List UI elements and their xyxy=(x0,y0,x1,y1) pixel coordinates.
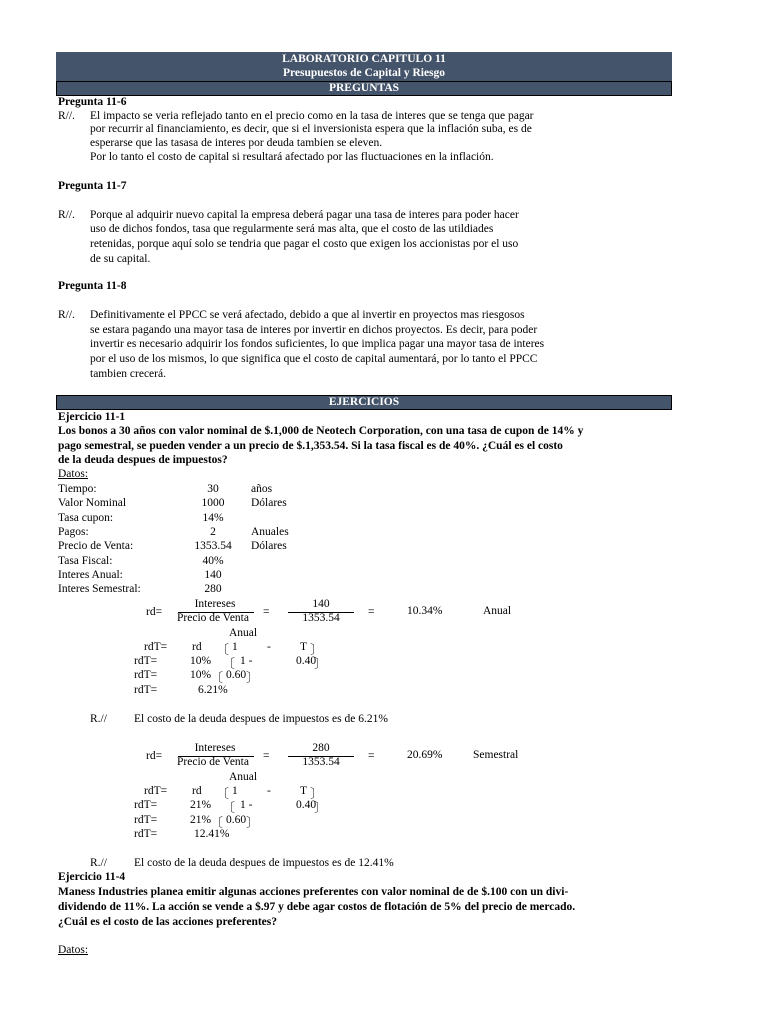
answer-prefix: R//. xyxy=(58,110,75,122)
answer-prefix: R//. xyxy=(58,309,75,321)
rdt-label: rdT= xyxy=(134,669,158,681)
pregunta-title: Pregunta 11-8 xyxy=(58,280,127,292)
rdt-term: 1 - xyxy=(240,799,253,811)
dato-value: 280 xyxy=(204,583,222,595)
rdt-label: rdT= xyxy=(134,684,158,696)
left-bracket: 〔 xyxy=(216,786,230,801)
rdt-term: 21% xyxy=(190,799,212,811)
dato-label: Valor Nominal xyxy=(58,497,127,509)
rdt-label: rdT= xyxy=(134,799,158,811)
right-bracket: 〕 xyxy=(310,642,324,657)
answer-line: Porque al adquirir nuevo capital la empresa deberá pagar una tasa de interes para poder hacer xyxy=(90,209,519,221)
rdt-label: rdT= xyxy=(134,655,158,667)
fraction-denominator: Precio de Venta xyxy=(177,756,249,768)
right-bracket: 〕 xyxy=(246,815,260,830)
right-bracket: 〕 xyxy=(314,800,328,815)
document-subtitle: Presupuestos de Capital y Riesgo xyxy=(282,67,446,79)
equals-sign: = xyxy=(263,750,270,762)
answer-line: uso de dichos fondos, tasa que regularmente será mas alta, que el costo de las utildiades xyxy=(90,223,494,235)
period-sublabel: Anual xyxy=(229,771,258,783)
datos-label: Datos: xyxy=(58,468,89,480)
answer-line: invertir es necesario adquirir los fondos suficientes, lo que implica pagar una mayor tasa de interes xyxy=(90,338,545,350)
ejercicio-statement-line: de la deuda despues de impuestos? xyxy=(58,454,228,466)
ejercicio-statement-line: Los bonos a 30 años con valor nominal de $.1,000 de Neotech Corporation, con una tasa de cupon de 14% y xyxy=(58,425,584,437)
right-bracket: 〕 xyxy=(314,656,328,671)
section-header-ejercicios: EJERCICIOS xyxy=(56,395,672,410)
rdt-label: rdT= xyxy=(134,814,158,826)
dato-value: 40% xyxy=(202,555,224,567)
datos-label: Datos: xyxy=(58,944,89,956)
answer-line: Por lo tanto el costo de capital si resultará afectado por las fluctuaciones en la inflación. xyxy=(90,151,494,163)
answer-line: se estara pagando una mayor tasa de interes por invertir en dichos proyectos. Es decir, para poder xyxy=(90,324,538,336)
ejercicio-statement-line: dividendo de 11%. La acción se vende a $.97 y debe agar costos de flotación de 5% del precio de mercado. xyxy=(58,901,576,913)
equals-sign: = xyxy=(263,606,270,618)
rdt-term: 1 xyxy=(232,641,238,653)
rdt-label: rdT= xyxy=(144,785,168,797)
answer-line: retenidas, porque aquí solo se tendria que pagar el costo que exigen los accionistas por el uso xyxy=(90,238,519,250)
rd-label: rd= xyxy=(146,606,163,618)
answer-prefix: R.// xyxy=(90,713,107,725)
dato-label: Pagos: xyxy=(58,526,89,538)
dato-value: 1000 xyxy=(201,497,225,509)
rdt-result: 12.41% xyxy=(194,828,230,840)
ejercicio-statement-line: ¿Cuál es el costo de las acciones preferentes? xyxy=(58,916,277,928)
answer-prefix: R.// xyxy=(90,857,107,869)
rdt-term: 1 xyxy=(232,785,238,797)
left-bracket: 〔 xyxy=(222,656,236,671)
right-bracket: 〕 xyxy=(246,670,260,685)
rdt-term: 0.40 xyxy=(296,799,317,811)
equals-sign: = xyxy=(368,606,375,618)
fraction-denominator: 1353.54 xyxy=(302,612,340,624)
rdt-term: 0.40 xyxy=(296,655,317,667)
rdt-term: T xyxy=(300,641,308,653)
fraction-denominator: Precio de Venta xyxy=(177,612,249,624)
left-bracket: 〔 xyxy=(210,670,224,685)
dato-value: 30 xyxy=(207,483,219,495)
answer-line: tambien crecerá. xyxy=(90,368,166,380)
rdt-result: 6.21% xyxy=(198,684,228,696)
period-sublabel: Anual xyxy=(229,627,258,639)
rd-result: 20.69% xyxy=(407,749,443,761)
rd-label: rd= xyxy=(146,750,163,762)
rdt-term: 10% xyxy=(190,655,212,667)
left-bracket: 〔 xyxy=(216,642,230,657)
answer-line: Definitivamente el PPCC se verá afectado, debido a que al invertir en proyectos mas riesgosos xyxy=(90,309,525,321)
dato-value: 2 xyxy=(210,526,216,538)
rdt-term: T xyxy=(300,785,308,797)
answer-line: de su capital. xyxy=(90,253,151,265)
answer-prefix: R//. xyxy=(58,209,75,221)
dato-label: Tasa cupon: xyxy=(58,512,114,524)
dato-unit: Dólares xyxy=(251,540,287,552)
dato-label: Interes Anual: xyxy=(58,569,123,581)
fraction-numerator: Intereses xyxy=(194,598,236,610)
dato-label: Tiempo: xyxy=(58,483,97,495)
ejercicio-statement-line: Maness Industries planea emitir algunas acciones preferentes con valor nominal de de $.100 con un divi- xyxy=(58,886,569,898)
dato-value: 14% xyxy=(202,512,224,524)
left-bracket: 〔 xyxy=(210,815,224,830)
ejercicio-title: Ejercicio 11-4 xyxy=(58,871,126,883)
ejercicio-title: Ejercicio 11-1 xyxy=(58,411,126,423)
fraction-numerator: 280 xyxy=(312,742,330,754)
document-title: LABORATORIO CAPITULO 11 xyxy=(282,53,446,65)
dato-value: 1353.54 xyxy=(194,540,232,552)
fraction-numerator: 140 xyxy=(312,598,330,610)
rdt-term: - xyxy=(267,785,271,797)
rd-result: 10.34% xyxy=(407,605,443,617)
answer-text: El costo de la deuda despues de impuestos es de 12.41% xyxy=(134,857,394,869)
right-bracket: 〕 xyxy=(310,786,324,801)
fraction-numerator: Intereses xyxy=(194,742,236,754)
ejercicio-statement-line: pago semestral, se pueden vender a un precio de $.1,353.54. Si la tasa fiscal es de 40%. ¿Cuál es el costo xyxy=(58,440,563,452)
fraction-denominator: 1353.54 xyxy=(302,756,340,768)
dato-label: Precio de Venta: xyxy=(58,540,134,552)
dato-unit: Dólares xyxy=(251,497,287,509)
rdt-label: rdT= xyxy=(144,641,168,653)
dato-label: Tasa Fiscal: xyxy=(58,555,113,567)
rdt-term: rd xyxy=(192,641,202,653)
dato-unit: Anuales xyxy=(251,526,289,538)
rdt-term: 0.60 xyxy=(226,669,247,681)
rdt-term: rd xyxy=(192,785,202,797)
answer-line: El impacto se veria reflejado tanto en el precio como en la tasa de interes que se tenga que pagar xyxy=(90,110,534,122)
rd-period: Semestral xyxy=(473,749,519,761)
rdt-term: 21% xyxy=(190,814,212,826)
rdt-term: 10% xyxy=(190,669,212,681)
rdt-term: 1 - xyxy=(240,655,253,667)
rdt-term: - xyxy=(267,641,271,653)
left-bracket: 〔 xyxy=(222,800,236,815)
section-header-preguntas: PREGUNTAS xyxy=(56,81,672,96)
answer-line: esperarse que las tasasa de interes por deuda tambien se eleven. xyxy=(90,137,383,149)
dato-unit: años xyxy=(251,483,273,495)
pregunta-title: Pregunta 11-7 xyxy=(58,180,127,192)
answer-text: El costo de la deuda despues de impuestos es de 6.21% xyxy=(134,713,388,725)
dato-value: 140 xyxy=(204,569,222,581)
answer-line: por el uso de los mismos, lo que significa que el costo de capital aumentará, por lo tanto el PPCC xyxy=(90,353,538,365)
answer-line: por recurrir al financiamiento, es decir, que si el inversionista espera que la inflación suba, es de xyxy=(90,123,532,135)
rd-period: Anual xyxy=(483,605,512,617)
equals-sign: = xyxy=(368,750,375,762)
dato-label: Interes Semestral: xyxy=(58,583,141,595)
pregunta-title: Pregunta 11-6 xyxy=(58,96,127,108)
rdt-term: 0.60 xyxy=(226,814,247,826)
rdt-label: rdT= xyxy=(134,828,158,840)
